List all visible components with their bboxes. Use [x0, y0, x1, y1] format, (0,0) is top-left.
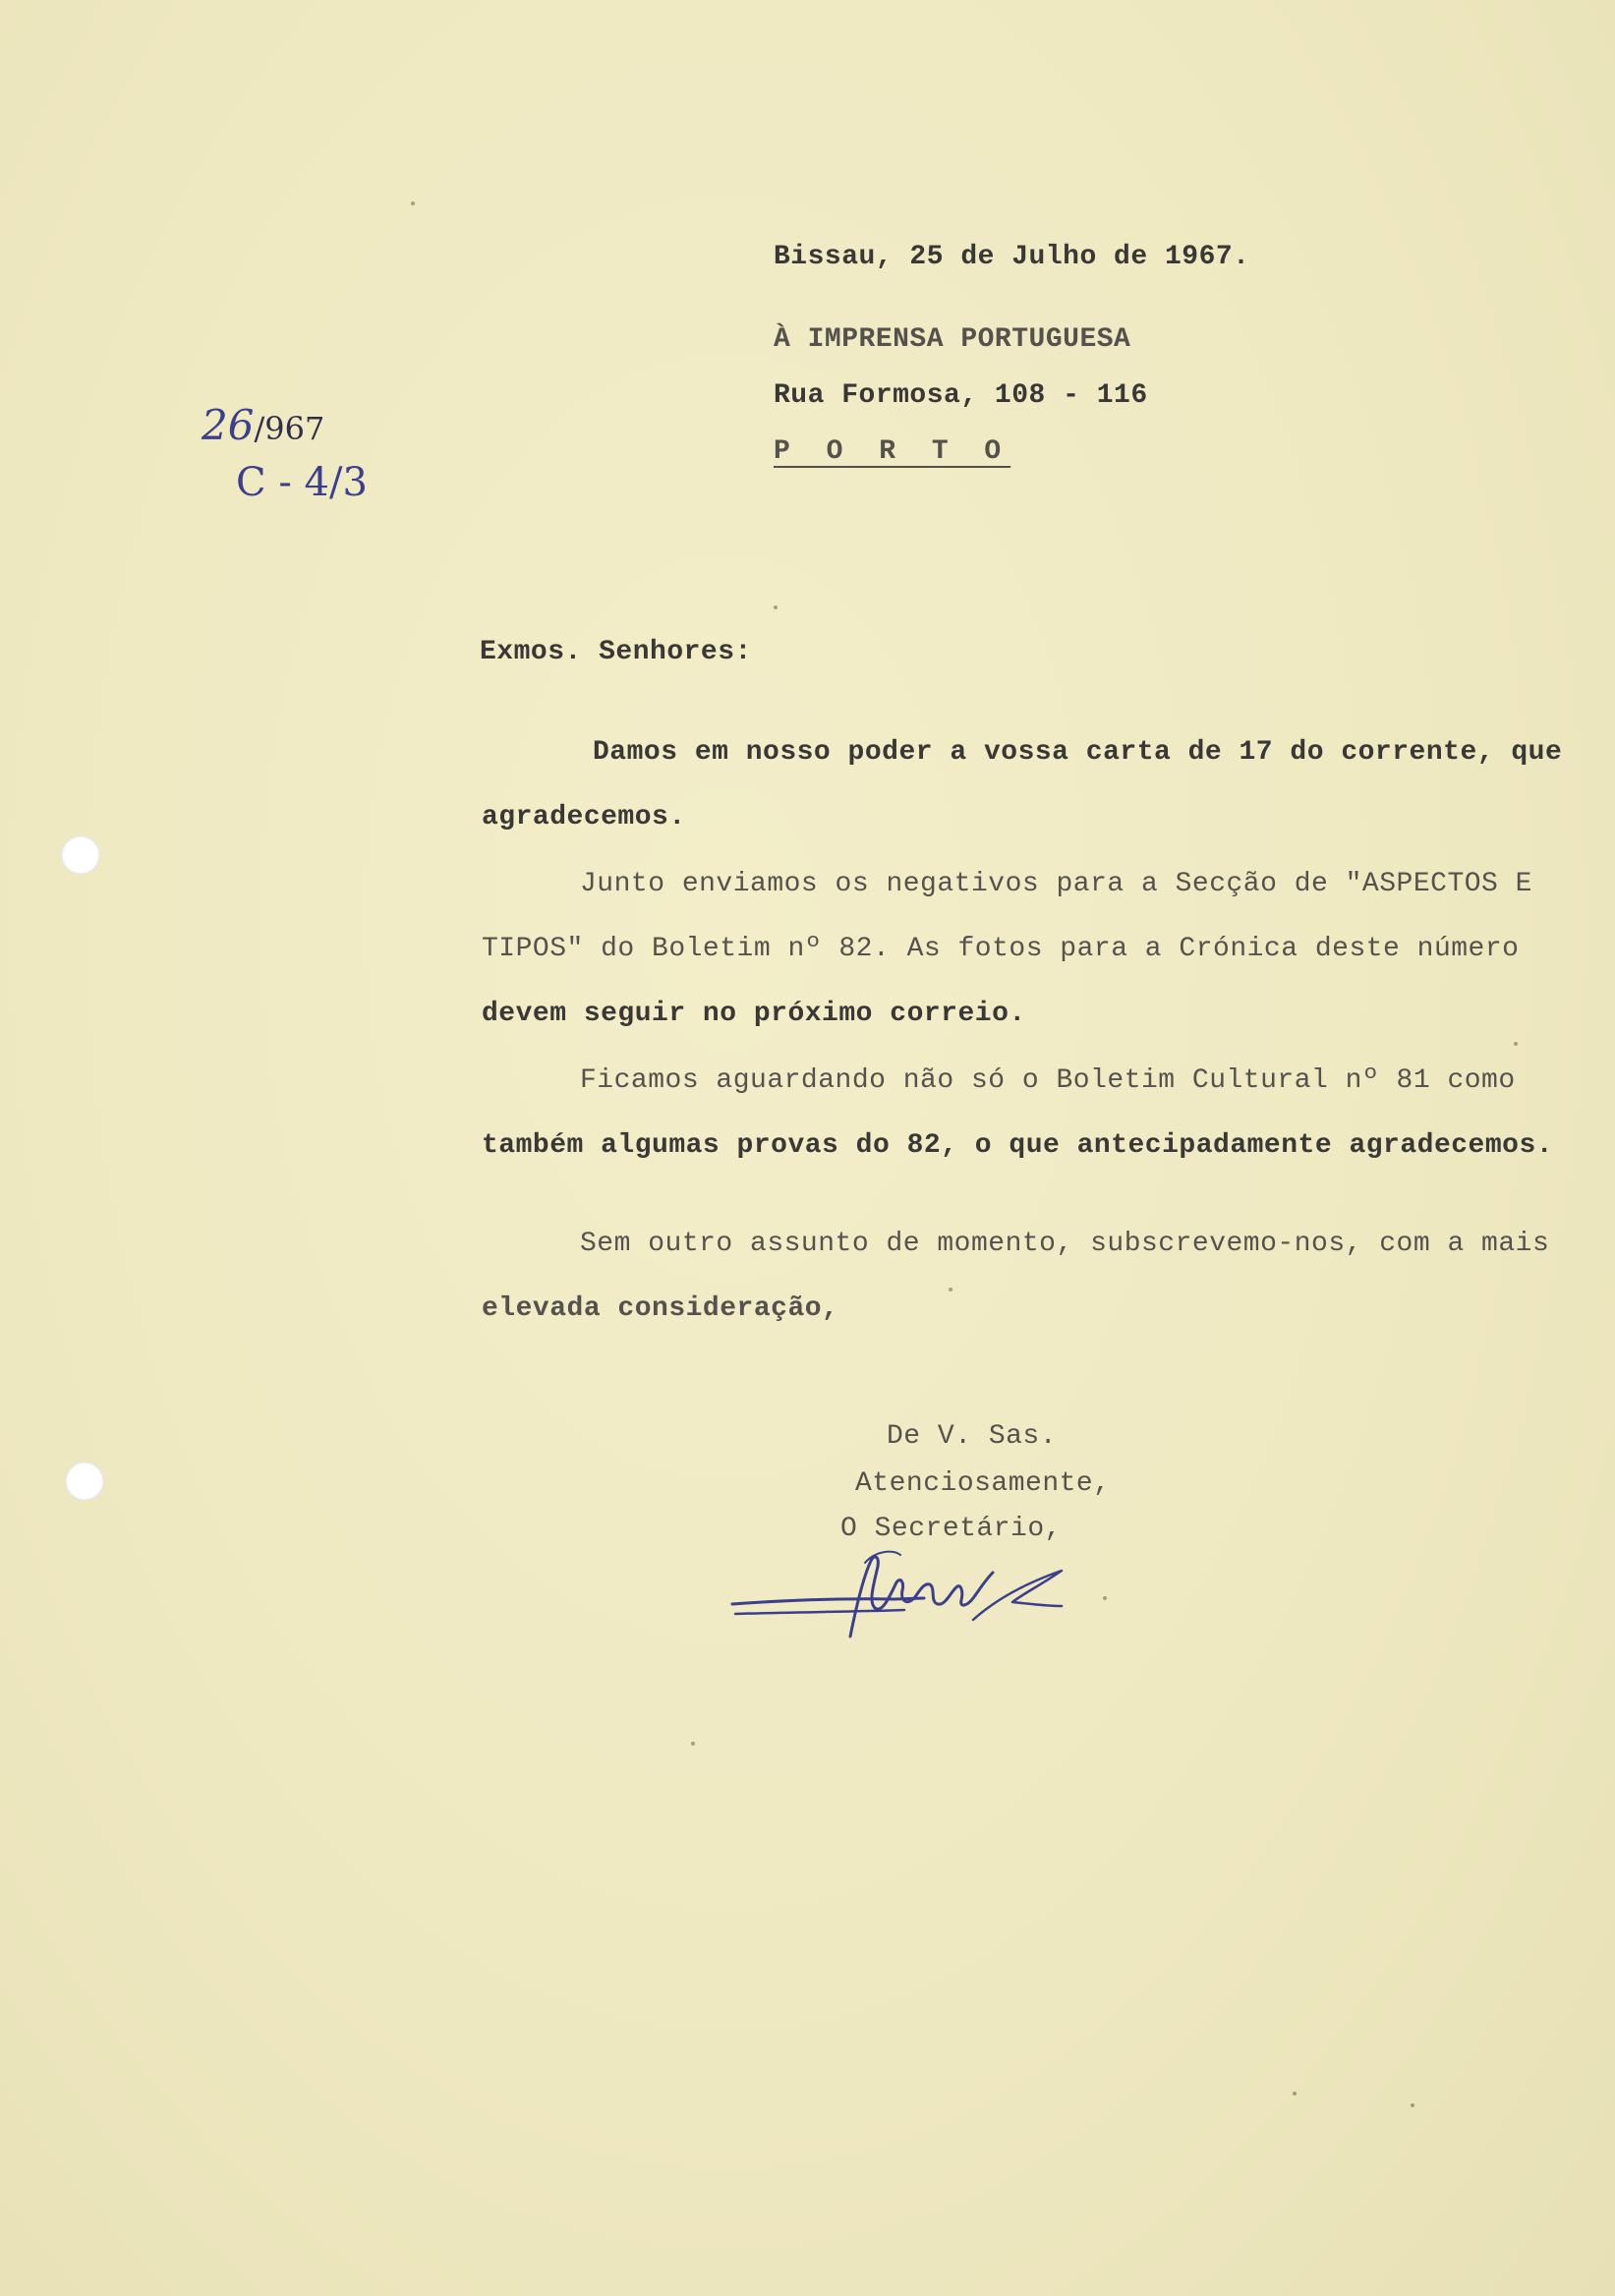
- paragraph-4-line-1: Sem outro assunto de momento, subscrevemo-nos, com a mais: [580, 1229, 1550, 1259]
- paper-speck: [1103, 1596, 1107, 1600]
- paragraph-1-line-2: agradecemos.: [482, 802, 686, 832]
- file-reference-year: /967: [254, 410, 325, 447]
- place-date: Bissau, 25 de Julho de 1967.: [774, 242, 1250, 272]
- punch-hole-bottom: [65, 1462, 104, 1501]
- closing-line-3: O Secretário,: [840, 1514, 1062, 1544]
- paper-speck: [1411, 2103, 1414, 2107]
- paper-speck: [774, 605, 778, 609]
- paragraph-4-line-2: elevada consideração,: [482, 1293, 839, 1324]
- punch-hole-top: [61, 835, 100, 875]
- recipient-city: P O R T O: [774, 436, 1011, 467]
- file-reference-line2: C - 4/3: [236, 460, 368, 505]
- paper-speck: [691, 1742, 695, 1746]
- paragraph-3-line-1: Ficamos aguardando não só o Boletim Cultural nº 81 como: [580, 1065, 1516, 1096]
- paragraph-2-line-2: TIPOS" do Boletim nº 82. As fotos para a Crónica deste número: [482, 934, 1520, 964]
- closing-line-2: Atenciosamente,: [855, 1468, 1111, 1499]
- closing-line-1: De V. Sas.: [887, 1421, 1058, 1452]
- paper-speck: [1293, 2092, 1297, 2095]
- paragraph-2-line-1: Junto enviamos os negativos para a Secção de "ASPECTOS E: [580, 869, 1532, 899]
- recipient-street: Rua Formosa, 108 - 116: [774, 380, 1148, 411]
- recipient-name: À IMPRENSA PORTUGUESA: [774, 324, 1131, 355]
- paper-speck: [949, 1288, 952, 1292]
- paper-speck: [1514, 1042, 1518, 1046]
- paper-speck: [411, 201, 415, 205]
- file-reference-line1: [202, 401, 324, 449]
- paragraph-1-line-1: Damos em nosso poder a vossa carta de 17 do corrente, que: [593, 737, 1563, 768]
- file-reference-number: 26: [202, 401, 255, 449]
- salutation: Exmos. Senhores:: [480, 637, 752, 667]
- paragraph-2-line-3: devem seguir no próximo correio.: [482, 999, 1026, 1029]
- paragraph-3-line-2: também algumas provas do 82, o que antecipadamente agradecemos.: [482, 1130, 1554, 1161]
- handwritten-signature: [727, 1543, 1081, 1641]
